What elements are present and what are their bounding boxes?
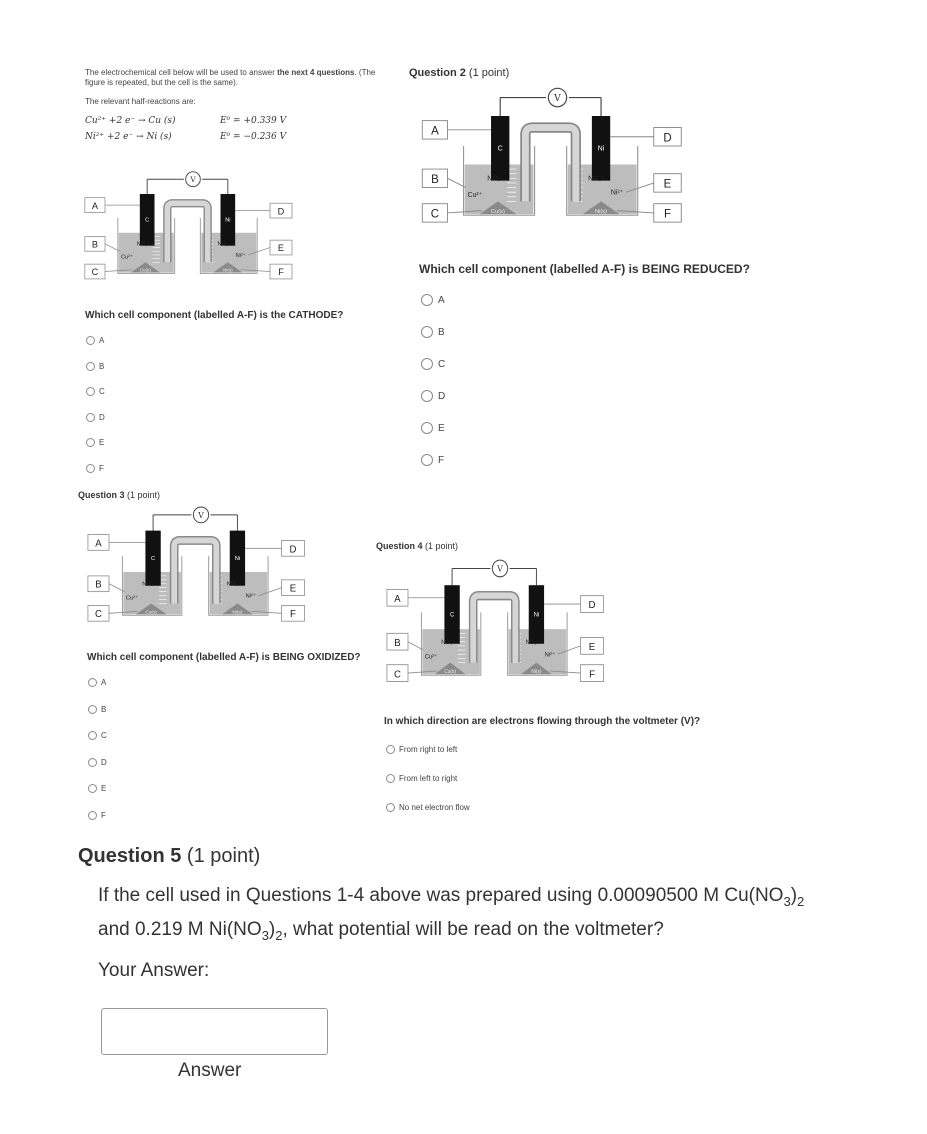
q1-option[interactable]: [86, 413, 105, 422]
left-cation-label: Cu²⁺: [467, 191, 483, 199]
label-a: A: [95, 538, 102, 550]
left-anion-label: NO₃⁻: [136, 241, 151, 248]
right-anion-label: NO₃⁻: [525, 639, 540, 646]
option-label: C: [101, 731, 107, 740]
right-electrode-label: Ni: [533, 612, 540, 619]
radio-button[interactable]: [88, 811, 97, 820]
left-solid-label: Cu(s): [490, 208, 505, 215]
left-solid-label: Cu(s): [444, 668, 457, 676]
voltmeter-label: V: [198, 510, 204, 520]
right-solid-label: Ni(s): [232, 610, 243, 616]
left-cation-label: Cu²⁺: [125, 595, 139, 602]
option-label: E: [438, 422, 445, 434]
right-electrode-label: Ni: [234, 556, 241, 563]
right-cation-label: Ni²⁺: [544, 652, 556, 659]
radio-button[interactable]: [421, 326, 433, 338]
option-label: No net electron flow: [399, 803, 470, 812]
left-electrode-label: C: [497, 145, 503, 153]
label-f: F: [664, 208, 671, 221]
label-e: E: [289, 583, 297, 595]
right-cation-label: Ni²⁺: [245, 593, 257, 600]
q2-option[interactable]: [421, 294, 445, 306]
q2-option[interactable]: [421, 454, 444, 466]
cell-diagram-q3: [86, 505, 316, 633]
voltmeter-label: V: [190, 174, 196, 185]
q4-option[interactable]: [386, 774, 457, 783]
electrochemical-cell-diagram: [385, 558, 615, 694]
radio-button[interactable]: [421, 358, 433, 370]
option-label: B: [101, 704, 107, 714]
label-c: C: [430, 208, 440, 221]
left-solid-label: Cu(s): [139, 267, 151, 273]
left-solid-label: Cu(s): [145, 610, 158, 616]
option-label: C: [438, 358, 446, 370]
q2-option[interactable]: [421, 358, 445, 370]
electrochemical-cell-diagram: [420, 86, 695, 236]
e0-ni: E⁰ = −0.236 V: [220, 132, 287, 142]
q4-prompt: In which direction are electrons flowing through the voltmeter (V)?: [384, 716, 701, 727]
radio-button[interactable]: [86, 464, 95, 473]
left-electrode-label: C: [450, 612, 455, 619]
radio-button[interactable]: [88, 758, 97, 767]
label-d: D: [289, 544, 297, 556]
q1-option[interactable]: [86, 464, 104, 473]
cell-diagram-q2: [420, 86, 695, 236]
label-e: E: [663, 178, 672, 191]
radio-button[interactable]: [421, 294, 433, 306]
voltmeter-label: V: [554, 92, 561, 105]
right-solid-label: Ni(s): [223, 267, 233, 273]
cell-diagram-q4: [385, 558, 615, 694]
your-answer-label: Your Answer:: [98, 960, 210, 981]
q3-option[interactable]: [88, 678, 106, 687]
label-a: A: [431, 125, 439, 138]
radio-button[interactable]: [86, 413, 95, 422]
radio-button[interactable]: [88, 705, 97, 714]
option-label: E: [99, 438, 105, 447]
radio-button[interactable]: [88, 678, 97, 687]
q2-title: Question 2 (1 point): [409, 67, 510, 79]
left-cation-label: Cu²⁺: [121, 254, 133, 261]
radio-button[interactable]: [386, 774, 395, 783]
reaction-ni: Ni²⁺ +2 e⁻ → Ni (s): [85, 132, 172, 142]
right-cation-label: Ni²⁺: [235, 252, 246, 259]
e0-cu: E⁰ = +0.339 V: [220, 116, 287, 126]
label-b: B: [91, 239, 98, 250]
right-anion-label: NO₃⁻: [226, 581, 241, 588]
option-label: B: [438, 326, 445, 338]
label-e: E: [277, 243, 285, 254]
left-anion-label: NO₃⁻: [441, 639, 456, 646]
label-f: F: [290, 609, 296, 621]
radio-button[interactable]: [421, 454, 433, 466]
q5-question-text: If the cell used in Questions 1-4 above was prepared using 0.00090500 M $Cu(NO_3)_2$ and 0.219 M $Ni(NO_3)_2$, what potential will be read on the voltmeter?: [98, 885, 805, 943]
right-solid-label: Ni(s): [531, 668, 542, 676]
q3-prompt: Which cell component (labelled A-F) is BEING OXIDIZED?: [87, 652, 361, 663]
answer-caption: Answer: [178, 1060, 242, 1081]
option-label: E: [101, 784, 107, 793]
radio-button[interactable]: [386, 803, 395, 812]
radio-button[interactable]: [386, 745, 395, 754]
q1-option[interactable]: [86, 362, 104, 371]
q2-prompt: Which cell component (labelled A-F) is BEING REDUCED?: [419, 262, 750, 276]
intro-text: The electrochemical cell below will be used to answer the next 4 questions. (The figure is repeated, but the cell is the same).: [85, 68, 376, 87]
option-label: A: [101, 678, 107, 687]
right-electrode-label: Ni: [597, 145, 605, 153]
q1-prompt: Which cell component (labelled A-F) is the CATHODE?: [85, 310, 344, 321]
option-label: F: [99, 463, 104, 473]
label-b: B: [95, 579, 102, 591]
right-cation-label: Ni²⁺: [610, 189, 624, 197]
radio-button[interactable]: [421, 390, 433, 402]
q1-option[interactable]: [86, 438, 104, 447]
label-b: B: [431, 173, 439, 186]
right-anion-label: NO₃⁻: [217, 241, 231, 248]
intro-relevant: The relevant half-reactions are:: [85, 97, 196, 106]
label-e: E: [588, 641, 596, 654]
option-label: F: [438, 454, 445, 466]
q3-option[interactable]: [88, 731, 107, 740]
option-label: C: [99, 387, 105, 396]
label-d: D: [277, 206, 285, 217]
q3-title: Question 3 (1 point): [78, 490, 161, 500]
option-label: D: [101, 757, 107, 767]
option-label: From left to right: [399, 774, 458, 783]
q3-option[interactable]: [88, 758, 107, 767]
voltmeter-label: V: [497, 564, 503, 574]
radio-button[interactable]: [86, 438, 95, 447]
q4-option[interactable]: [386, 803, 470, 812]
option-label: D: [99, 412, 105, 422]
radio-button[interactable]: [421, 422, 433, 434]
label-f: F: [589, 668, 595, 681]
radio-button[interactable]: [86, 362, 95, 371]
electrochemical-cell-diagram: [83, 170, 303, 290]
option-label: B: [99, 361, 105, 371]
label-d: D: [663, 132, 672, 145]
left-electrode-label: C: [145, 217, 150, 224]
left-cation-label: Cu²⁺: [424, 654, 438, 661]
radio-button[interactable]: [86, 336, 95, 345]
radio-button[interactable]: [86, 387, 95, 396]
q2-option[interactable]: [421, 422, 445, 434]
right-anion-label: NO₃⁻: [588, 175, 605, 183]
q4-title: Question 4 (1 point): [376, 541, 459, 551]
label-a: A: [394, 593, 401, 606]
q2-option[interactable]: [421, 390, 445, 402]
option-label: A: [438, 294, 445, 306]
label-f: F: [278, 267, 284, 278]
label-c: C: [394, 668, 401, 681]
option-label: A: [99, 336, 105, 345]
q2-option[interactable]: [421, 326, 445, 338]
answer-input[interactable]: [101, 1008, 328, 1055]
q3-option[interactable]: [88, 784, 106, 793]
right-electrode-label: Ni: [225, 217, 231, 224]
label-b: B: [394, 637, 401, 650]
q5-title: Question 5 (1 point): [78, 845, 261, 867]
electrochemical-cell-diagram: [86, 505, 316, 633]
q3-option[interactable]: [88, 705, 106, 714]
label-c: C: [94, 609, 102, 621]
q3-option[interactable]: [88, 811, 106, 820]
cell-diagram-q1: [83, 170, 303, 290]
q4-option[interactable]: [386, 745, 457, 754]
reaction-cu: Cu²⁺ +2 e⁻ → Cu (s): [85, 116, 176, 126]
label-a: A: [91, 200, 98, 211]
left-anion-label: NO₃⁻: [487, 175, 504, 183]
option-label: D: [438, 390, 446, 402]
left-electrode-label: C: [151, 556, 156, 563]
label-d: D: [588, 599, 596, 612]
left-anion-label: NO₃⁻: [142, 581, 157, 588]
label-c: C: [91, 267, 99, 278]
right-solid-label: Ni(s): [595, 208, 608, 215]
radio-button[interactable]: [88, 784, 97, 793]
radio-button[interactable]: [88, 731, 97, 740]
q1-option[interactable]: [86, 387, 105, 396]
option-label: F: [101, 810, 106, 820]
option-label: From right to left: [399, 745, 458, 754]
q1-option[interactable]: [86, 336, 104, 345]
